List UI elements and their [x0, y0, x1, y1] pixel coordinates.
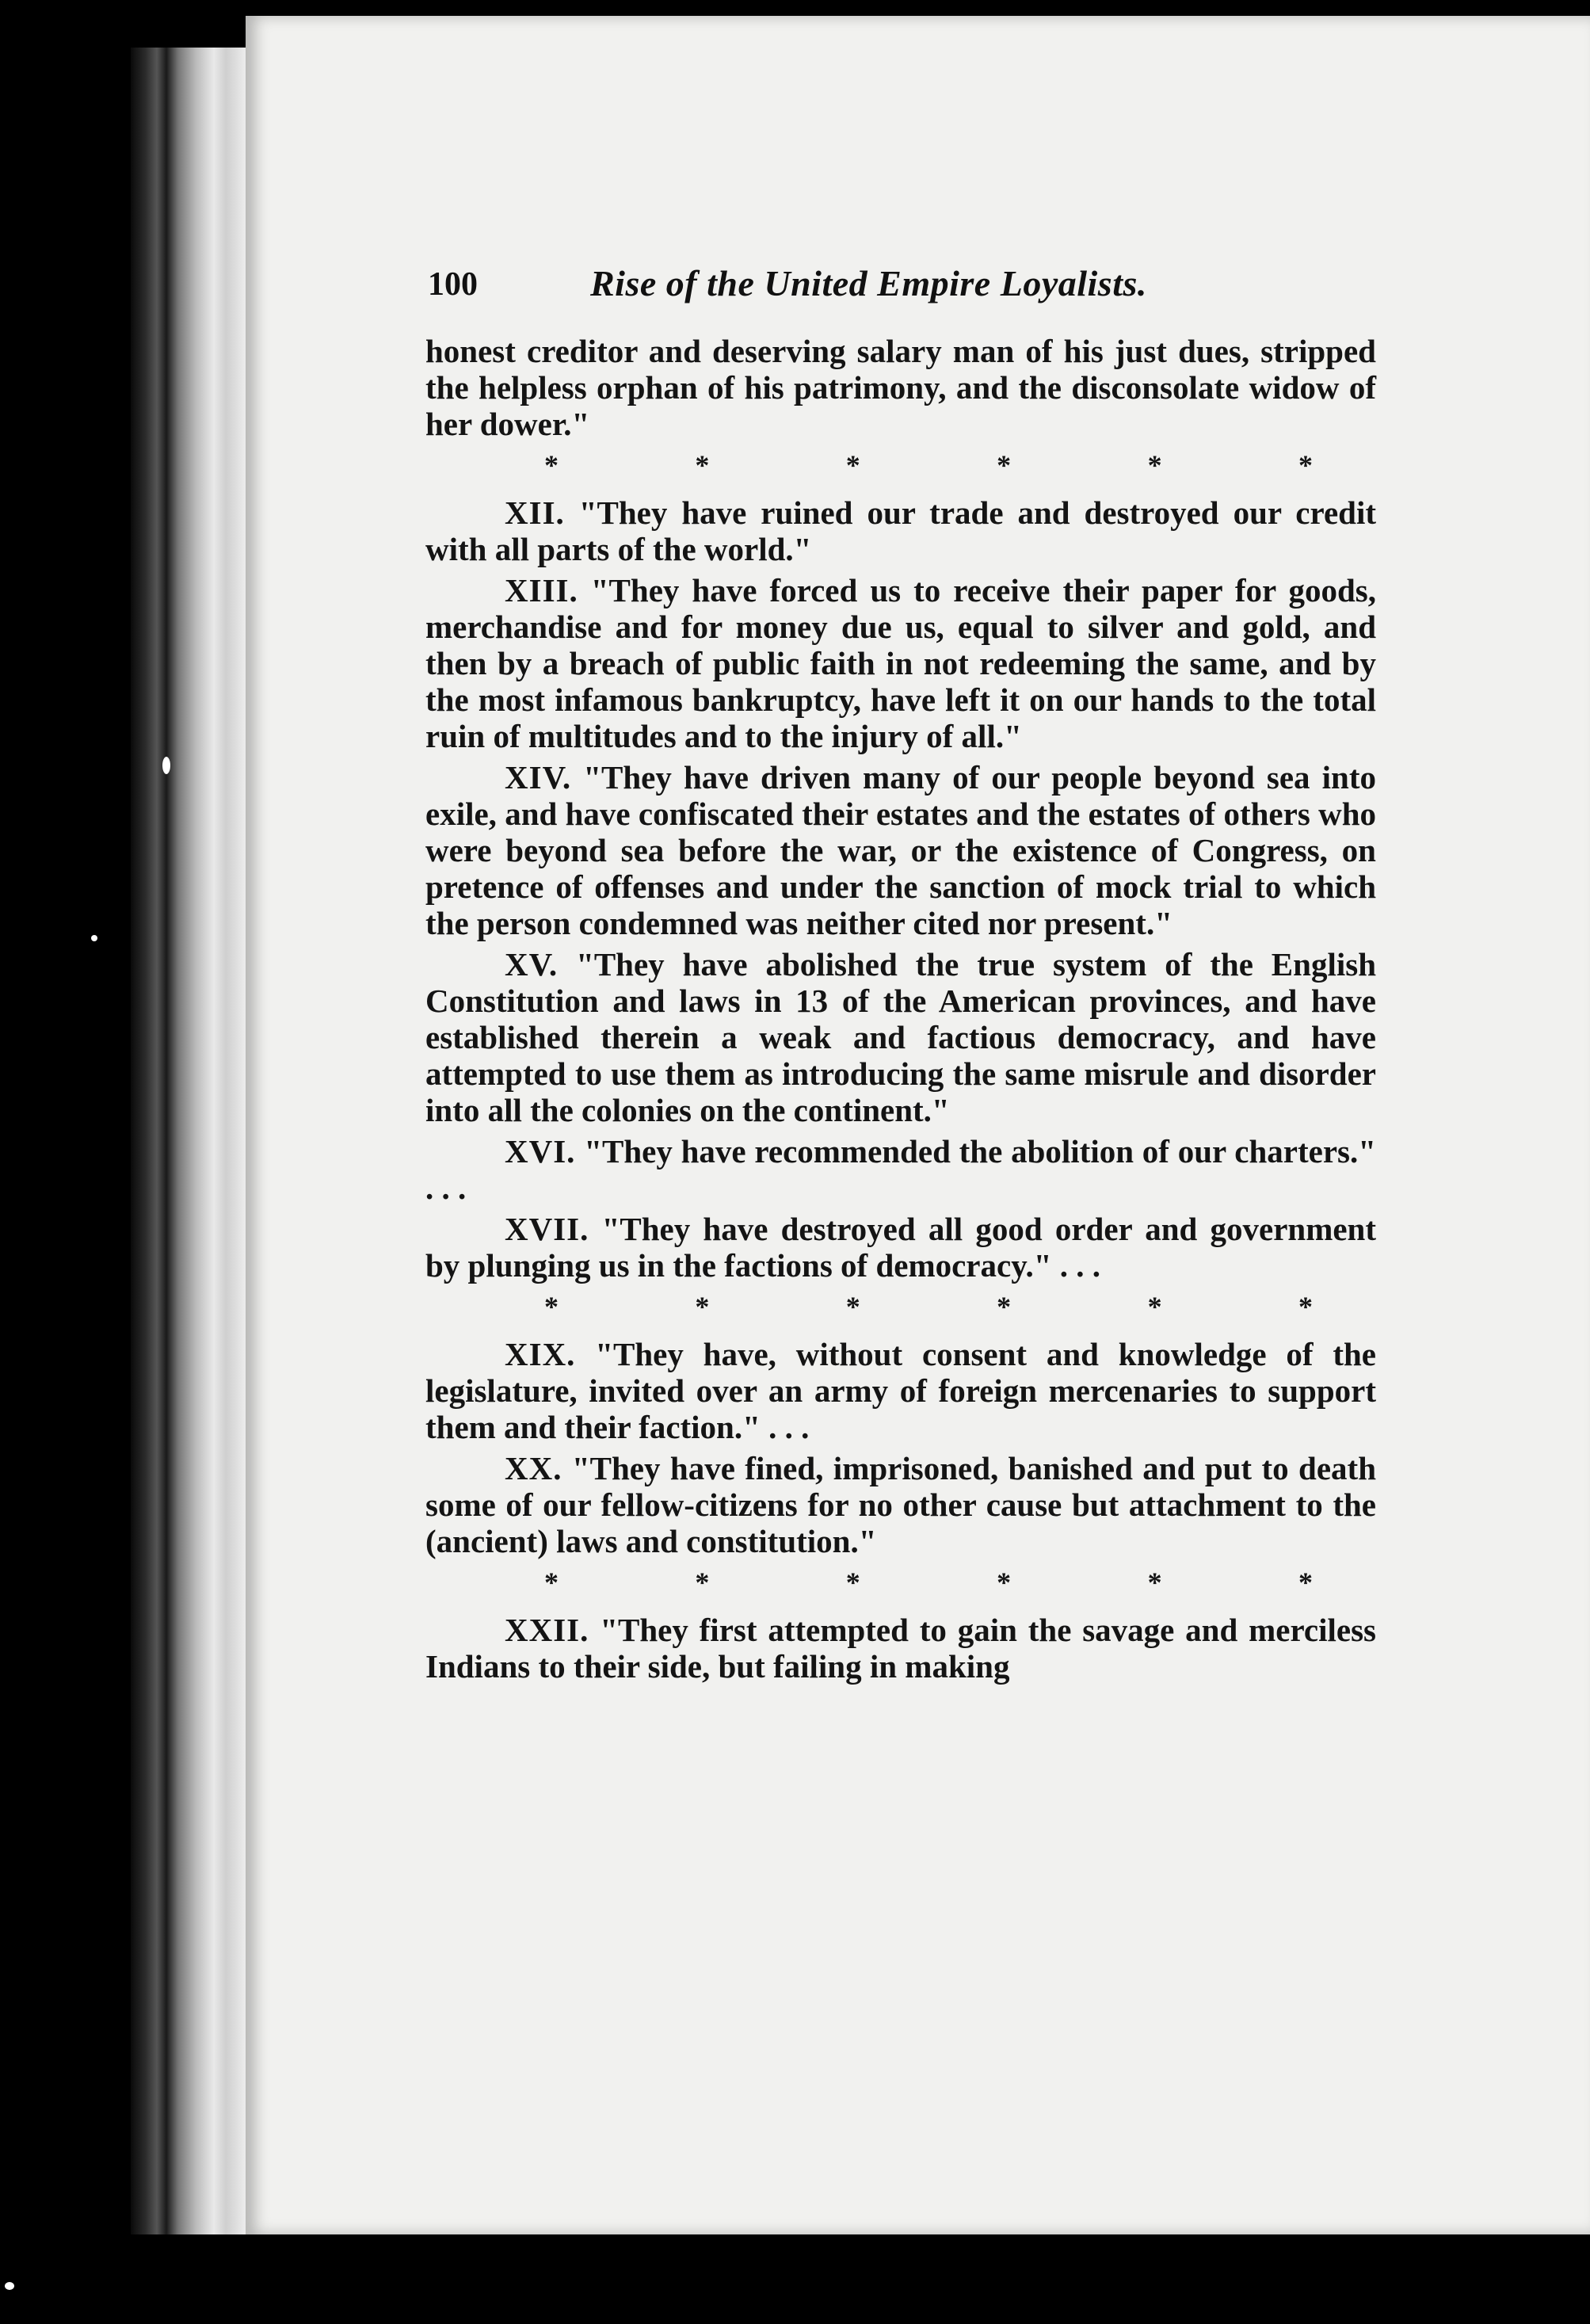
article-numeral: XIX. — [505, 1336, 576, 1372]
section-break — [425, 447, 1376, 483]
article-paragraph — [425, 1211, 1376, 1284]
article-numeral: XIV. — [505, 759, 572, 796]
asterisk: * — [544, 449, 559, 481]
article-paragraph — [425, 1450, 1376, 1559]
article-text: "They have abolished the true system of the English Constitution and laws in 13 of the American provinces, and have established therein a weak and factious democracy, and have attempted to use them as introducing the same misrule and disorder into all the colonies on the continent." — [425, 946, 1377, 1128]
page-body — [425, 333, 1376, 1689]
article-paragraph — [425, 759, 1376, 941]
article-text: "They have driven many of our people beyond sea into exile, and have confiscated their estates and the estates of others who were beyond sea before the war, or the existence of Congress, on pretence of offenses and under the sanction of mock trial to which the person condemned was neither cited nor present." — [425, 759, 1376, 941]
article-text: "They have, without consent and knowledge of the legislature, invited over an army of foreign mercenaries to support them and their faction." . . . — [425, 1336, 1377, 1445]
article-paragraph — [425, 1133, 1376, 1206]
intro-paragraph: honest creditor and deserving salary man of his just dues, stripped the helpless orphan of his patrimony, and the disconsolate widow of her dower." — [425, 333, 1376, 442]
asterisk: * — [544, 1291, 559, 1322]
article-text: "They have fined, imprisoned, banished and put to death some of our fellow-citizens for no other cause but attachment to the (ancient) laws and constitution." — [425, 1450, 1376, 1559]
article-text: "They have ruined our trade and destroyed our credit with all parts of the world." — [425, 494, 1376, 567]
article-paragraph — [425, 494, 1376, 567]
article-numeral: XV. — [505, 946, 559, 983]
asterisk: * — [1298, 1567, 1313, 1598]
asterisk: * — [1298, 449, 1313, 481]
asterisk: * — [997, 1291, 1012, 1322]
asterisk: * — [845, 1567, 860, 1598]
section-break — [425, 1564, 1376, 1601]
article-numeral: XX. — [505, 1450, 562, 1486]
article-paragraph — [425, 946, 1376, 1128]
book-spine-gutter — [131, 48, 250, 2234]
article-numeral: XXII. — [505, 1612, 589, 1648]
asterisk: * — [997, 449, 1012, 481]
article-paragraph — [425, 1336, 1376, 1445]
article-numeral: XIII. — [505, 572, 578, 609]
asterisk: * — [544, 1567, 559, 1598]
page-header — [428, 265, 1228, 313]
asterisk: * — [1147, 449, 1162, 481]
asterisk: * — [845, 449, 860, 481]
asterisk: * — [1298, 1291, 1313, 1322]
page-number: 100 — [428, 266, 478, 303]
article-numeral: XVI. — [505, 1133, 576, 1170]
asterisk: * — [695, 449, 710, 481]
asterisk: * — [695, 1567, 710, 1598]
article-paragraph — [425, 572, 1376, 754]
article-text: "They have recommended the abolition of our charters." . . . — [425, 1133, 1376, 1206]
asterisk: * — [1147, 1291, 1162, 1322]
article-text: "They first attempted to gain the savage and merciless Indians to their side, but failing in making — [425, 1612, 1377, 1685]
article-numeral: XVII. — [505, 1211, 589, 1247]
article-text: "They have destroyed all good order and government by plunging us in the factions of democracy." . . . — [425, 1211, 1376, 1284]
asterisk: * — [695, 1291, 710, 1322]
article-text: "They have forced us to receive their paper for goods, merchandise and for money due us, equal to silver and gold, and then by a breach of public faith in not redeeming the same, and by the most infamous bankruptcy, have left it on our hands to the total ruin of multitudes and to the injury of all." — [425, 572, 1376, 754]
section-break — [425, 1288, 1376, 1325]
asterisk: * — [845, 1291, 860, 1322]
asterisk: * — [1147, 1567, 1162, 1598]
scan-speck — [162, 757, 170, 774]
asterisk: * — [997, 1567, 1012, 1598]
article-paragraph — [425, 1612, 1376, 1685]
article-numeral: XII. — [505, 494, 565, 531]
scan-speck — [5, 2282, 14, 2290]
scan-speck — [91, 935, 97, 941]
running-title: Rise of the United Empire Loyalists. — [590, 263, 1147, 303]
